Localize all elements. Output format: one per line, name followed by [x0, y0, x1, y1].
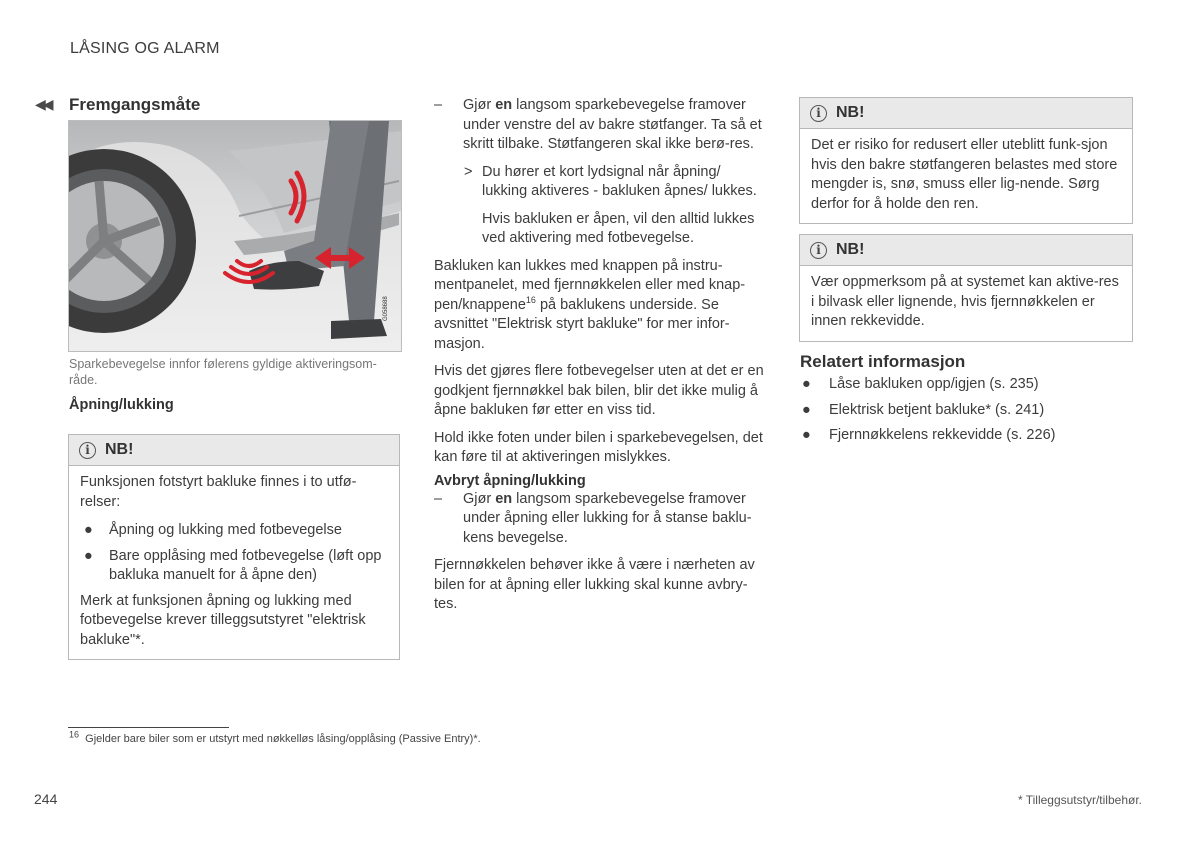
note-text: Det er risiko for redusert eller uteblitt funk-sjon hvis den bakre støtfangeren belastes med store mengder is, snø, smuss eller lig-nende. Sørg derfor for å holde den ren. — [811, 137, 1118, 212]
subhead-cancel: Avbryt åpning/lukking — [434, 472, 586, 489]
note-title: NB! — [836, 104, 865, 121]
list-item: ● Åpning og lukking med fotbevegelse — [84, 522, 342, 538]
figure-code: G058688 — [383, 296, 389, 321]
double-chevron-left-icon[interactable]: ◀◀ — [35, 96, 51, 112]
related-info-title: Relatert informasjon — [800, 352, 966, 371]
paragraph-remote-key: Fjernnøkkelen behøver ikke å være i nærheten av bilen for at åpning eller lukking skal kunne avbry-tes. — [434, 557, 755, 612]
list-item: ● Bare opplåsing med fotbevegelse (løft opp bakluka manuelt for å åpne den) — [84, 547, 382, 583]
paragraph-foot-warning: Hold ikke foten under bilen i sparkebevegelsen, det kan føre til at aktiveringen mislykkes. — [434, 429, 763, 465]
paragraph-lockout: Hvis det gjøres flere fotbevegelser uten at det er en godkjent fjernnøkkel bak bilen, blir det ikke mulig å åpne bakluken før etter en viss tid. — [434, 363, 764, 418]
info-circle-icon: i — [810, 105, 827, 122]
column-2 — [434, 96, 766, 615]
note-box-bumper — [799, 97, 1133, 224]
step-kick: – Gjør en langsom sparkebevegelse framover under venstre del av bakre støtfanger. Ta så et skritt tilbake. Støtfangeren skal ikke berø-res. — [434, 97, 762, 152]
note-header — [800, 98, 1132, 129]
subhead-opening-closing: Åpning/lukking — [69, 397, 174, 413]
footnote-ref[interactable]: 16 — [525, 294, 536, 305]
note-header — [69, 435, 399, 466]
accessory-note: * Tilleggsutstyr/tilbehør. — [1017, 793, 1142, 807]
footnote-divider — [68, 727, 229, 728]
result-note: Hvis bakluken er åpen, vil den alltid lukkes ved aktivering med fotbevegelse. — [482, 210, 755, 246]
step-cancel: – Gjør en langsom sparkebevegelse framover under åpning eller lukking for å stanse baklu-kens bevegelse. — [434, 490, 752, 546]
note-title: NB! — [836, 241, 865, 258]
related-link[interactable]: ● Låse bakluken opp/igjen (s. 235) — [802, 376, 1039, 392]
figure-caption: Sparkebevegelse innfor følerens gyldige aktiveringsom-råde. — [69, 357, 377, 387]
info-circle-icon: i — [79, 442, 96, 459]
related-link[interactable]: ● Fjernnøkkelens rekkevidde (s. 226) — [802, 427, 1056, 443]
paragraph-close-options: Bakluken kan lukkes med knappen på instru-mentpanelet, med fjernnøkkelen eller med knap-pen/knappene$^{16}$ på baklukens underside. Se avsnittet "Elektrisk styrt bakluke" for mer infor-masjon. — [434, 257, 746, 352]
note-title: NB! — [105, 441, 134, 458]
note-box-variants — [68, 434, 400, 660]
note-header — [800, 235, 1132, 266]
note-outro: Merk at funksjonen åpning og lukking med fotbevegelse krever tilleggsutstyret "elektrisk bakluke"*. — [80, 592, 366, 648]
related-link[interactable]: ● Elektrisk betjent bakluke* (s. 241) — [802, 401, 1045, 418]
section-title: Fremgangsmåte — [69, 95, 201, 114]
note-intro: Funksjonen fotstyrt bakluke finnes i to utfø-relser: — [80, 474, 357, 510]
note-box-carwash — [799, 234, 1133, 342]
kick-sensor-illustration — [68, 120, 402, 352]
info-circle-icon: i — [810, 242, 827, 259]
page-number: 244 — [34, 791, 58, 807]
page-header: LÅSING OG ALARM — [70, 40, 220, 57]
step-result: > Du hører et kort lydsignal når åpning/ lukking aktiveres - bakluken åpnes/ lukkes. — [464, 163, 757, 199]
footnote: $^{16}$ Gjelder bare biler som er utstyrt med nøkkelløs låsing/opplåsing (Passive Entry)*. — [69, 729, 481, 745]
note-text: Vær oppmerksom på at systemet kan aktive-res i bilvask eller lignende, hvis fjernnøkkelen er innen rekkevidde. — [811, 274, 1119, 329]
related-info — [800, 352, 1130, 452]
